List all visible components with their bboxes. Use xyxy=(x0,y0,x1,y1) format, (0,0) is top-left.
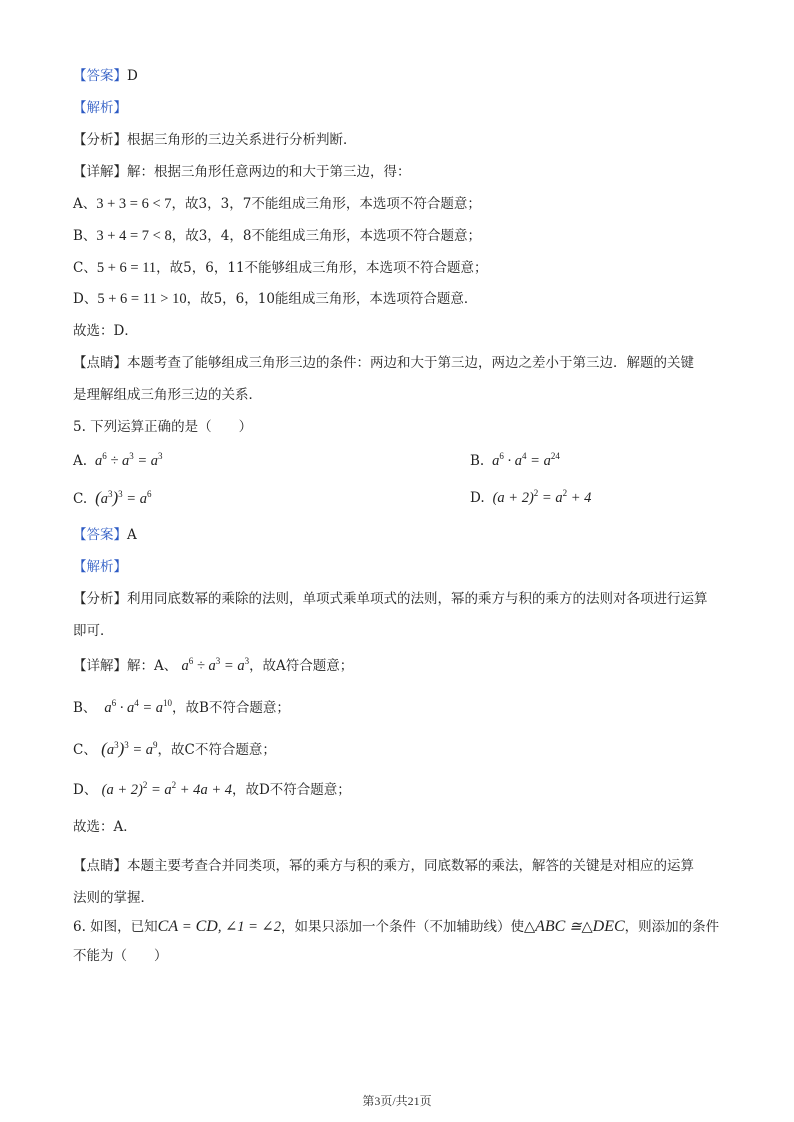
detail-tag: 【详解】 xyxy=(73,164,127,180)
q5-option-d xyxy=(470,488,591,508)
line-math: 5 + 6 = 11 xyxy=(96,260,157,276)
triangle-icon: △ xyxy=(581,919,593,935)
dianjing-text: 本题考查了能够组成三角形三边的条件：两边和大于第三边，两边之差小于第三边．解题的关键 xyxy=(127,355,694,371)
answer-value: D xyxy=(127,68,138,84)
dianjing-tag: 【点睛】 xyxy=(73,858,127,874)
q4-line-a xyxy=(73,194,481,214)
answer-tag: 【答案】 xyxy=(73,68,127,84)
q5-dianjing-line2: 法则的掌握． xyxy=(73,890,154,906)
stem-text: ，则添加的条件 xyxy=(624,919,720,935)
stem-text: 6. 如图，已知 xyxy=(73,919,158,935)
line-prefix: D、 xyxy=(73,291,98,307)
q4-detail-line xyxy=(73,162,411,182)
q5-detail-a xyxy=(73,656,353,676)
q5-fenxi-line2: 即可． xyxy=(73,623,114,639)
q4-choice: 故选：D． xyxy=(73,323,138,339)
q5-dianjing-line1 xyxy=(73,856,694,876)
q4-answer-line xyxy=(73,66,138,86)
fenxi-text: 根据三角形的三边关系进行分析判断． xyxy=(127,132,357,148)
q6-stem-line2: 不能为（ ） xyxy=(73,948,168,964)
analysis-tag: 【解析】 xyxy=(73,559,127,575)
detail-prefix: C、 xyxy=(73,742,97,758)
q4-fenxi-line xyxy=(73,130,357,150)
detail-formula: $a^6 \cdot a^4 = a^{10}$ xyxy=(100,698,173,716)
q5-detail-c xyxy=(73,739,276,760)
fenxi-tag: 【分析】 xyxy=(73,591,127,607)
triangle-icon: △ xyxy=(523,919,536,935)
option-formula: $(a + 2)^2 = a^2 + 4$ xyxy=(492,488,592,506)
stem-formula: ABC ≅ xyxy=(535,918,582,935)
option-formula: $(a^3)^3 = a^6$ xyxy=(95,488,152,507)
fenxi-text: 利用同底数幂的乘除的法则，单项式乘单项式的法则，幂的乘方与积的乘方的法则对各项进行运算 xyxy=(127,591,708,607)
dianjing-text: 本题主要考查合并同类项，幂的乘方与积的乘方，同底数幂的乘法，解答的关键是对相应的运算 xyxy=(127,858,694,874)
q5-choice: 故选：A． xyxy=(73,819,137,835)
q4-line-d xyxy=(73,289,477,309)
fenxi-tag: 【分析】 xyxy=(73,132,127,148)
q5-fenxi-line1 xyxy=(73,589,708,609)
detail-formula: $(a^3)^3 = a^9$ xyxy=(101,739,158,758)
line-text: ，故5，6，10能组成三角形，本选项符合题意． xyxy=(186,291,478,307)
q4-analysis-line xyxy=(73,98,127,118)
q4-dianjing-line2: 是理解组成三角形三边的关系． xyxy=(73,387,262,403)
option-label: A. xyxy=(73,453,88,469)
detail-prefix: D、 xyxy=(73,782,98,798)
detail-text: ，故D不符合题意； xyxy=(231,782,351,798)
detail-tag: 【详解】 xyxy=(73,658,127,674)
q5-option-a xyxy=(73,451,560,471)
detail-text: ，故B不符合题意； xyxy=(172,700,290,716)
stem-formula: CA = CD, ∠1 = ∠2 xyxy=(157,918,281,935)
q4-line-b xyxy=(73,226,481,246)
stem-formula: DEC xyxy=(592,918,625,935)
line-text: ，故3，4，8不能组成三角形，本选项不符合题意； xyxy=(171,228,481,244)
q5-answer-line xyxy=(73,525,137,545)
q4-dianjing-line1 xyxy=(73,353,694,373)
detail-prefix: B、 xyxy=(73,700,97,716)
option-label: C. xyxy=(73,491,88,507)
stem-text: ，如果只添加一个条件（不加辅助线）使 xyxy=(280,919,524,935)
q6-stem-line1 xyxy=(73,917,719,937)
q5-analysis-line xyxy=(73,557,127,577)
option-label: B. xyxy=(470,453,485,469)
q5-detail-b xyxy=(73,698,290,718)
detail-prefix: 解：A、 xyxy=(127,658,178,674)
option-label: D. xyxy=(470,490,485,506)
q5-option-c xyxy=(73,488,592,509)
line-text: ，故5，6，11不能够组成三角形，本选项不符合题意； xyxy=(156,260,488,276)
answer-tag: 【答案】 xyxy=(73,527,127,543)
q5-detail-d xyxy=(73,780,351,800)
line-text: ，故3，3，7不能组成三角形，本选项不符合题意； xyxy=(171,196,481,212)
line-math: 5 + 6 = 11 > 10 xyxy=(97,291,187,307)
q4-line-c xyxy=(73,258,488,278)
detail-formula: $a^6 \div a^3 = a^3$ xyxy=(181,656,250,674)
line-prefix: B、 xyxy=(73,228,97,244)
q5-stem: 5. 下列运算正确的是（ ） xyxy=(73,419,253,435)
detail-text: 解：根据三角形任意两边的和大于第三边，得： xyxy=(127,164,411,180)
answer-value: A xyxy=(127,527,137,543)
dianjing-tag: 【点睛】 xyxy=(73,355,127,371)
detail-text: ，故C不符合题意； xyxy=(157,742,276,758)
line-prefix: C、 xyxy=(73,260,97,276)
line-math: 3 + 4 = 7 < 8 xyxy=(96,228,172,244)
q5-option-b xyxy=(470,451,560,471)
detail-text: ，故A符合题意； xyxy=(249,658,354,674)
page-footer: 第3页/共21页 xyxy=(362,1094,432,1108)
analysis-tag: 【解析】 xyxy=(73,100,127,116)
option-formula: $a^6 \cdot a^4 = a^{24}$ xyxy=(488,451,560,469)
line-prefix: A、 xyxy=(73,196,97,212)
detail-formula: $(a + 2)^2 = a^2 + 4a + 4$ xyxy=(101,780,232,798)
line-math: 3 + 3 = 6 < 7 xyxy=(96,196,172,212)
option-formula: $a^6 \div a^3 = a^3$ xyxy=(91,451,163,469)
